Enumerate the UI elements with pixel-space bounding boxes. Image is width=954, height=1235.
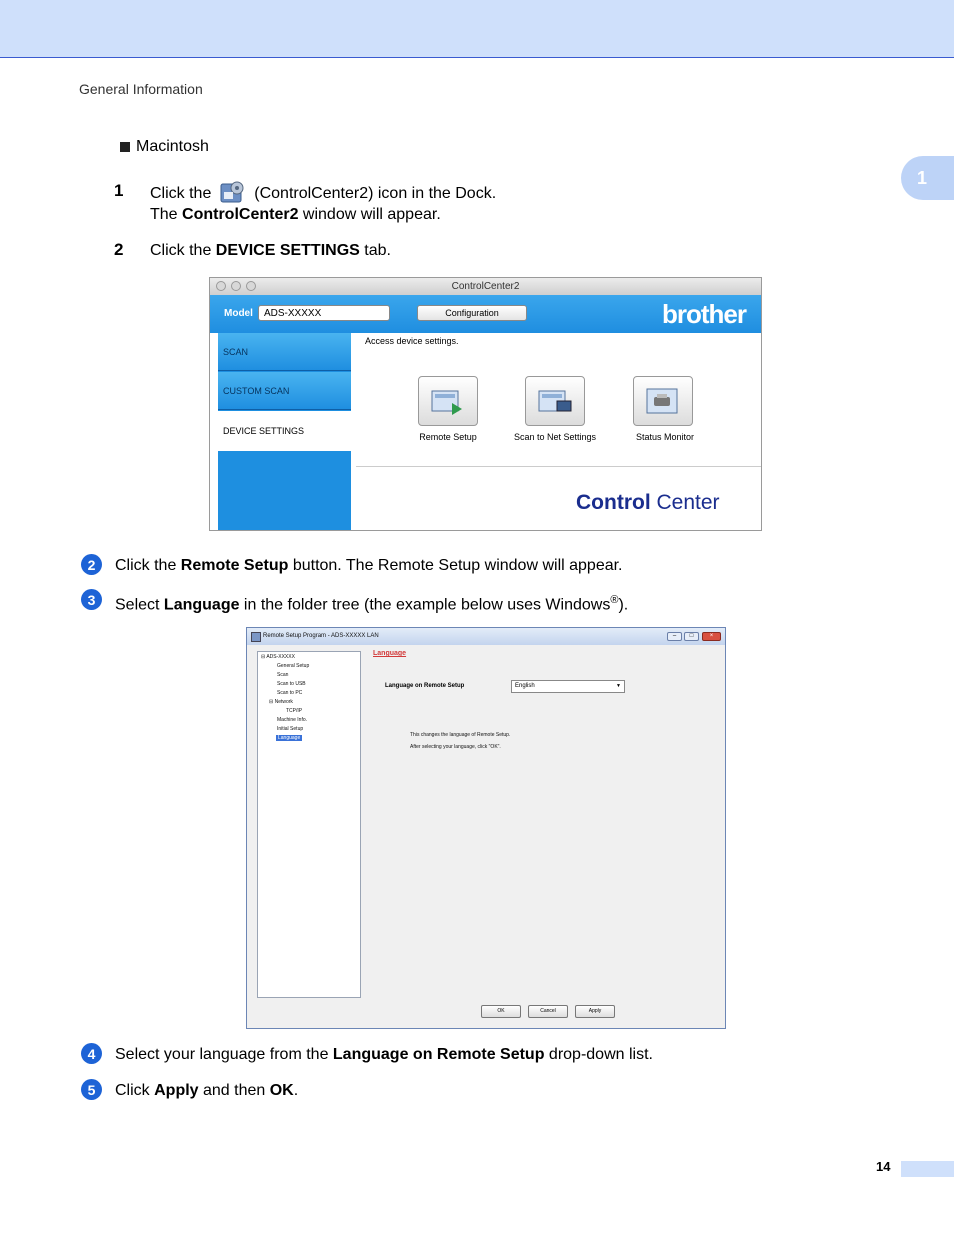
step-badge: 4: [81, 1043, 102, 1064]
step-1-line2-pre: The: [150, 206, 183, 223]
page-number: 14: [876, 1159, 891, 1174]
logo-light: Center: [650, 491, 720, 514]
language-field-label: Language on Remote Setup: [385, 683, 465, 689]
configuration-button[interactable]: Configuration: [417, 305, 527, 321]
language-dropdown[interactable]: [511, 680, 625, 693]
tab-scan[interactable]: SCAN: [218, 333, 351, 371]
window-title: Remote Setup Program - ADS-XXXXX LAN: [247, 628, 725, 645]
close-icon[interactable]: ×: [702, 632, 721, 641]
tree-root-label: ADS-XXXXX: [266, 654, 295, 660]
toolbar: [210, 295, 761, 333]
step-1-post: (ControlCenter2) icon in the Dock.: [254, 185, 497, 202]
description-line-2: After selecting your language, click "OK".: [410, 744, 501, 750]
step-badge: 5: [81, 1079, 102, 1100]
text-pre: Click: [115, 1082, 155, 1099]
text-pre: Select: [115, 596, 164, 614]
tree-item[interactable]: Scan to USB: [277, 681, 306, 687]
step-1-line2-post: window will appear.: [298, 206, 441, 223]
chapter-tab: 1: [901, 156, 954, 200]
tree-item[interactable]: Machine Info.: [277, 717, 308, 723]
remote-setup-icon: [428, 385, 468, 417]
language-dropdown-value: English: [515, 683, 535, 689]
text-end: ).: [618, 596, 629, 614]
tree-item[interactable]: General Setup: [277, 663, 310, 669]
tree-item-language[interactable]: Language: [278, 735, 301, 741]
step-select-your-language-text: [115, 1043, 653, 1066]
status-monitor-icon: [643, 385, 683, 417]
text-post: in the folder tree (the example below uses Windows: [239, 596, 611, 614]
step-apply-ok-text: [115, 1079, 298, 1102]
text-bold: Language on Remote Setup: [332, 1046, 545, 1063]
tab-device-settings[interactable]: DEVICE SETTINGS: [218, 411, 351, 451]
text-bold: Remote Setup: [180, 557, 289, 574]
square-bullet-icon: [120, 142, 130, 152]
text-post: button. The Remote Setup window will appear.: [288, 557, 623, 574]
tab-sidebar: [218, 333, 351, 531]
controlcenter-logo: [576, 491, 720, 515]
remote-setup-label: Remote Setup: [419, 432, 477, 442]
app-icon: [251, 632, 261, 642]
text-post: .: [293, 1082, 299, 1099]
tree-item[interactable]: Initial Setup: [277, 726, 304, 732]
text-bold: Language: [163, 596, 240, 614]
tree-item[interactable]: Scan to PC: [277, 690, 303, 696]
tree-item[interactable]: TCP/IP: [286, 708, 303, 714]
step-badge: 3: [81, 589, 102, 610]
tree-network-label: Network: [274, 699, 293, 705]
minimize-icon[interactable]: [231, 281, 241, 291]
remote-setup-window: [246, 627, 726, 1029]
brother-logo: brother: [662, 299, 746, 329]
step-1-line-2: [150, 203, 441, 226]
folder-tree[interactable]: [257, 651, 361, 998]
description-line-1: This changes the language of Remote Setup.: [410, 732, 511, 738]
step-badge: 2: [81, 554, 102, 575]
close-icon[interactable]: [216, 281, 226, 291]
status-monitor-button[interactable]: [633, 376, 693, 426]
scan-to-net-settings-icon: [535, 385, 575, 417]
status-monitor-label: Status Monitor: [635, 432, 695, 442]
bullet-text: Macintosh: [136, 138, 209, 155]
tree-root[interactable]: ⊟ ADS-XXXXX: [261, 654, 295, 660]
chevron-down-icon: ▼: [616, 683, 621, 689]
step-2-text: [150, 239, 391, 262]
scan-to-net-settings-label: Scan to Net Settings: [513, 432, 597, 442]
model-select[interactable]: ADS-XXXXX: [258, 305, 390, 321]
tab-custom-scan[interactable]: CUSTOM SCAN: [218, 372, 351, 410]
text-bold: Apply: [154, 1082, 199, 1099]
text-pre: Select your language from the: [115, 1046, 333, 1063]
apply-button[interactable]: Apply: [575, 1005, 615, 1018]
divider: [356, 466, 761, 467]
step-1-pre: Click the: [150, 185, 212, 202]
cancel-button[interactable]: Cancel: [528, 1005, 568, 1018]
step-1-line-1: [150, 180, 496, 205]
maximize-icon[interactable]: □: [684, 632, 699, 641]
text-pre: Click the: [115, 557, 181, 574]
remote-setup-button[interactable]: [418, 376, 478, 426]
window-title: ControlCenter2: [210, 278, 761, 296]
minimize-icon[interactable]: –: [667, 632, 682, 641]
controlcenter2-window: [209, 277, 762, 531]
step-2-bold: DEVICE SETTINGS: [215, 242, 360, 259]
step-number: 1: [114, 181, 124, 200]
tree-item-network[interactable]: ⊟ Network: [269, 699, 293, 705]
step-1-line2-bold: ControlCenter2: [182, 206, 299, 223]
main-title: Access device settings.: [365, 336, 459, 346]
step-2-pre: Click the: [150, 242, 216, 259]
registered-mark: ®: [610, 594, 619, 606]
text-post: drop-down list.: [544, 1046, 653, 1063]
logo-bold: Control: [576, 491, 651, 514]
model-label: Model: [224, 308, 253, 319]
panel-heading: Language: [373, 650, 407, 657]
step-remote-setup-text: [115, 554, 623, 577]
ok-button[interactable]: OK: [481, 1005, 521, 1018]
scan-to-net-settings-button[interactable]: [525, 376, 585, 426]
section-header: General Information: [79, 81, 203, 97]
zoom-icon[interactable]: [246, 281, 256, 291]
step-select-language-text: [115, 589, 628, 616]
text-mid: and then: [198, 1082, 270, 1099]
bullet-macintosh: [120, 138, 209, 156]
tree-item[interactable]: Scan: [277, 672, 289, 678]
page-number-bar: [901, 1161, 954, 1177]
text-bold-2: OK: [269, 1082, 294, 1099]
step-number: 2: [114, 240, 124, 259]
step-2-post: tab.: [359, 242, 391, 259]
top-band: [0, 0, 954, 58]
controlcenter2-icon: [220, 180, 246, 204]
